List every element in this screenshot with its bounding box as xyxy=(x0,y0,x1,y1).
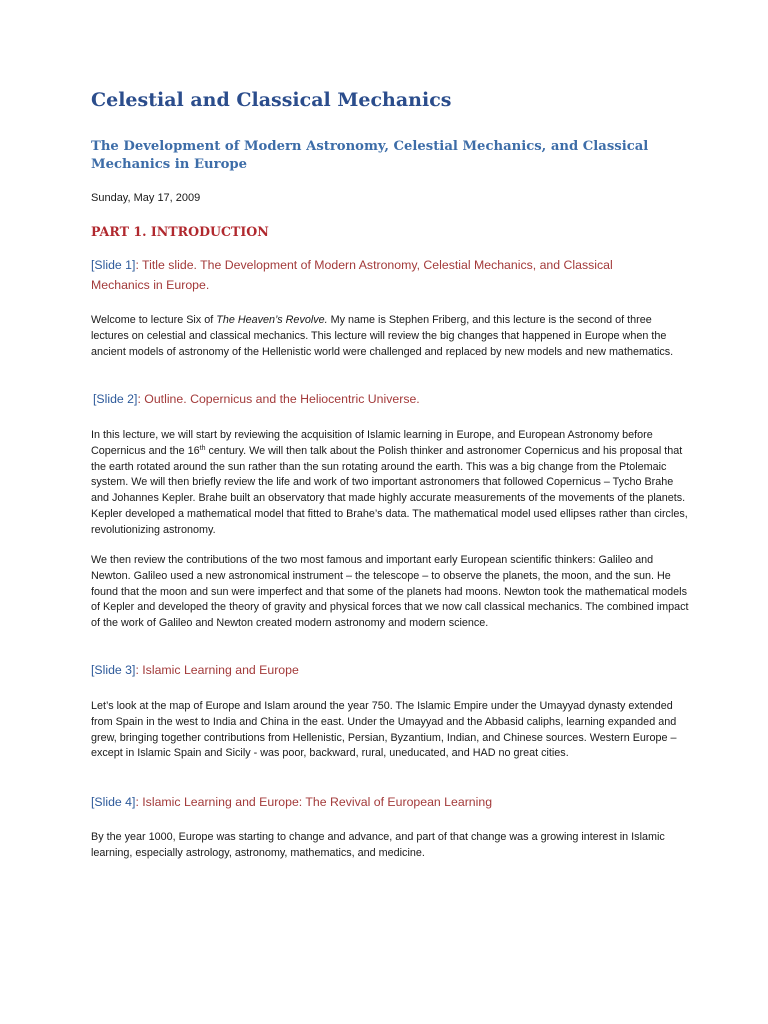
document-date: Sunday, May 17, 2009 xyxy=(91,192,201,204)
slide-1-tag: [Slide 1] xyxy=(91,258,136,272)
paragraph-text: century. We will then talk about the Polish thinker and astronomer Copernicus and his proposal that the earth rotated around the sun rather than the sun rotating around the earth. This was a big change from the Ptolemaic system. We will then briefly review the life and work of two important astronomers that followed Copernicus – Tycho Brahe and Johannes Kepler. Brahe built an observatory that made highly accurate measurements of the movements of the planets. Kepler developed a mathematical model that fitted to Brahe’s data. The mathematical model used ellipses rather than circles, revolutionizing astronomy. xyxy=(91,444,688,536)
paragraph-text: My name is Stephen Friberg, and this lecture is the second of three lectures on celestial and classical mechanics. This lecture will review the big changes that happened in Europe when the ancient models of astronomy of the Hellenistic world were challenged and replaced by new models and new mathematics. xyxy=(91,314,674,358)
slide-3-heading xyxy=(91,660,666,680)
part-heading: PART 1. INTRODUCTION xyxy=(91,224,269,239)
paragraph-islamic: Let’s look at the map of Europe and Islam around the year 750. The Islamic Empire under the Umayyad dynasty extended from Spain in the west to India and China in the east. Under the Umayyad and the Abbasid caliphs, learning expanded and grew, bringing together contributions from Hellenistic, Persian, Byzantium, Indian, and Chinese sources. Western Europe – except in Islamic Spain and Sicily - was poor, backward, rural, uneducated, and HAD no great cities. xyxy=(91,700,677,760)
document-subtitle: The Development of Modern Astronomy, Celestial Mechanics, and Classical Mechanics in Europe xyxy=(91,139,649,172)
paragraph-revival: By the year 1000, Europe was starting to change and advance, and part of that change was a growing interest in Islamic learning, especially astrology, astronomy, mathematics, and medicine. xyxy=(91,831,665,859)
paragraph-text: In this lecture, we will start by reviewing the acquisition of Islamic learning in Europe, and European Astronomy before Copernicus and the 16 xyxy=(91,429,653,457)
slide-2-title: : Outline. Copernicus and the Heliocentric Universe. xyxy=(137,392,420,406)
slide-2-heading xyxy=(93,389,668,409)
slide-3-tag: [Slide 3] xyxy=(91,663,136,677)
paragraph-outline-1 xyxy=(91,428,691,539)
slide-4-tag: [Slide 4] xyxy=(91,795,136,809)
slide-2-tag: [Slide 2] xyxy=(93,392,138,406)
book-title: The Heaven’s Revolve. xyxy=(216,314,328,326)
slide-1-heading xyxy=(91,255,666,295)
paragraph-text: Welcome to lecture Six of xyxy=(91,314,217,326)
paragraph-welcome xyxy=(91,313,691,360)
superscript: th xyxy=(199,444,206,452)
document-title: Celestial and Classical Mechanics xyxy=(91,89,452,111)
slide-1-title: : Title slide. The Development of Modern Astronomy, Celestial Mechanics, and Classical Mechanics in Europe. xyxy=(91,258,613,292)
paragraph-outline-2: We then review the contributions of the two most famous and important early European scientific thinkers: Galileo and Newton. Galileo used a new astronomical instrument – the telescope – to observe the planets, the moon, and the sun. He found that the moon and sun were imperfect and that some of the planets had moons. Newton took the mathematical models of Kepler and developed the theory of gravity and physical forces that we now call classical mechanics. The combined impact of the work of Galileo and Newton created modern astronomy and modern science. xyxy=(91,554,689,630)
slide-3-title: : Islamic Learning and Europe xyxy=(135,663,299,677)
slide-4-heading xyxy=(91,792,666,812)
slide-4-title: : Islamic Learning and Europe: The Revival of European Learning xyxy=(135,795,493,809)
